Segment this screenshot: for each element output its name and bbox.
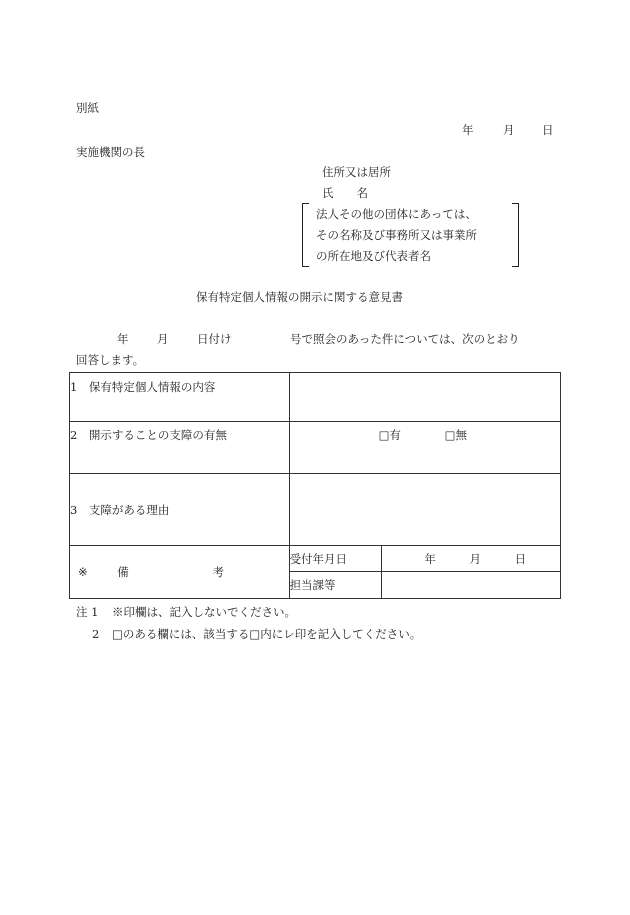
recipient: 実施機関の長 xyxy=(76,145,145,159)
bracket-right xyxy=(512,203,519,267)
table-row xyxy=(70,546,561,572)
body-number-text: 号で照会のあった件については、次のとおり xyxy=(290,332,520,346)
row2-label: 2 開示することの支障の有無 xyxy=(70,422,290,474)
option-yes-checkbox[interactable]: □有 xyxy=(378,428,401,442)
note1-prefix: 注 1 xyxy=(76,605,99,619)
bracket-left xyxy=(302,203,309,267)
row3-value[interactable] xyxy=(289,474,560,546)
remarks-label xyxy=(70,546,290,599)
body-year: 年 xyxy=(117,332,129,346)
date-month: 月 xyxy=(503,123,515,137)
staff-label: 担当課等 xyxy=(289,572,382,599)
note2-prefix: 2 xyxy=(92,627,100,641)
note2-text: □のある欄には、該当する□内にレ印を記入してください。 xyxy=(112,627,422,641)
row1-label: 1 保有特定個人情報の内容 xyxy=(70,373,290,422)
received-day: 日 xyxy=(514,551,527,566)
corporate-note-line-1: 法人その他の団体にあっては、 xyxy=(316,207,477,221)
received-date-label: 受付年月日 xyxy=(289,546,382,572)
table-row xyxy=(70,474,561,546)
remarks-label-2: 考 xyxy=(212,565,224,579)
received-month: 月 xyxy=(469,551,481,566)
address-label: 住所又は居所 xyxy=(322,165,391,179)
corporate-note-line-2: その名称及び事務所又は事業所 xyxy=(316,228,477,242)
body-line-2: 回答します。 xyxy=(76,353,145,367)
received-year: 年 xyxy=(424,551,436,566)
opinion-table xyxy=(69,372,561,599)
corporate-note-line-3: の所在地及び代表者名 xyxy=(316,249,431,263)
date-year: 年 xyxy=(462,123,474,137)
table-row xyxy=(70,422,561,474)
remarks-label-1: 備 xyxy=(117,565,129,579)
note1-text: ※印欄は、記入しないでください。 xyxy=(112,605,296,619)
name-label: 氏 名 xyxy=(322,186,368,200)
row1-value[interactable] xyxy=(289,373,560,422)
body-month: 月 xyxy=(157,332,169,346)
date-day: 日 xyxy=(542,123,554,137)
annex-label: 別紙 xyxy=(76,101,99,115)
staff-value[interactable] xyxy=(382,572,561,599)
received-date-value xyxy=(382,546,561,572)
row2-options xyxy=(289,422,560,474)
page-title: 保有特定個人情報の開示に関する意見書 xyxy=(196,290,403,304)
row3-label: 3 支障がある理由 xyxy=(70,474,290,546)
remarks-mark: ※ xyxy=(78,565,88,579)
table-row xyxy=(70,373,561,422)
option-no-checkbox[interactable]: □無 xyxy=(444,428,467,442)
body-dated: 日付け xyxy=(197,332,232,346)
